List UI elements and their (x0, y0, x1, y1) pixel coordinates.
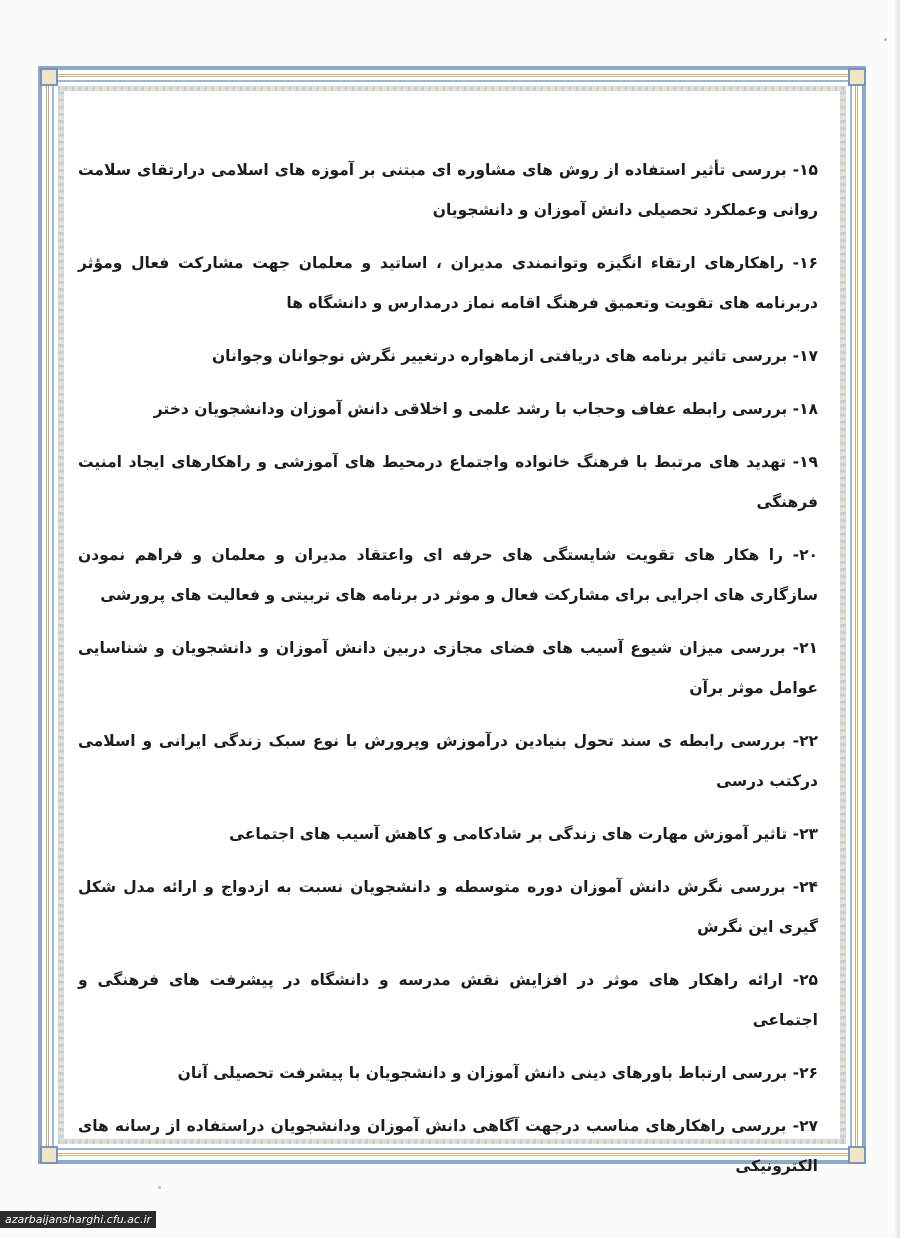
frame-corner-top-right (848, 68, 866, 86)
list-item (78, 1053, 818, 1093)
list-item (78, 243, 818, 323)
research-topics-list (78, 150, 818, 1199)
item-text: بررسی رابطه ی سند تحول بنیادین درآموزش وپرورش با نوع سبک زندگی ایرانی و اسلامی درکتب درسی (78, 732, 818, 790)
item-number: ۲۴ (799, 878, 818, 896)
item-number: ۱۵ (799, 161, 818, 179)
item-text: تاثیر آموزش مهارت های زندگی بر شادکامی و کاهش آسیب های اجتماعی (229, 825, 788, 843)
list-item (78, 336, 818, 376)
item-separator: - (792, 453, 800, 471)
scan-speck (884, 38, 887, 41)
item-number: ۲۶ (799, 1064, 818, 1082)
item-text: بررسی ارتباط باورهای دینی دانش آموزان و دانشجویان با پیشرفت تحصیلی آنان (177, 1064, 788, 1082)
item-number: ۱۸ (799, 400, 818, 418)
item-number: ۲۷ (799, 1117, 818, 1135)
list-item (78, 389, 818, 429)
item-number: ۱۷ (799, 347, 818, 365)
item-text: بررسی تأثیر استفاده از روش های مشاوره ای مبتنی بر آموزه های اسلامی درارتقای سلامت روانی وعملکرد تحصیلی دانش آموزان و دانشجویان (78, 161, 818, 219)
item-text: تهدید های مرتبط با فرهنگ خانواده واجتماع درمحیط های آموزشی و راهکارهای ایجاد امنیت فرهنگی (78, 453, 818, 511)
item-text: بررسی تاثیر برنامه های دریافتی ازماهواره درتغییر نگرش نوجوانان وجوانان (211, 347, 788, 365)
item-text: را هکار های تقویت شایستگی های حرفه ای واعتقاد مدیران و معلمان و فراهم نمودن سازگاری های اجرایی برای مشارکت فعال و موثر در برنامه های تربیتی و فعالیت های پرورشی (78, 546, 818, 604)
scan-speck (158, 1186, 161, 1189)
item-number: ۲۰ (799, 546, 818, 564)
item-text: بررسی رابطه عفاف وحجاب با رشد علمی و اخلاقی دانش آموزان ودانشجویان دختر (153, 400, 788, 418)
item-number: ۲۱ (799, 639, 818, 657)
frame-pattern-top (58, 86, 846, 91)
item-text: ارائه راهکار های موثر در افزایش نقش مدرسه و دانشگاه در پیشرفت های فرهنگی و اجتماعی (78, 971, 818, 1029)
item-separator: - (792, 639, 800, 657)
scan-edge-shadow (894, 0, 900, 1238)
item-separator: - (792, 825, 800, 843)
item-separator: - (792, 1064, 800, 1082)
website-link[interactable]: azarbaijansharghi.cfu.ac.ir (0, 1211, 156, 1228)
item-text: بررسی راهکارهای مناسب درجهت آگاهی دانش آموزان ودانشجویان دراستفاده از رسانه های الکترونیکی (78, 1117, 818, 1175)
item-number: ۲۲ (799, 732, 818, 750)
item-text: راهکارهای ارتقاء انگیزه وتوانمندی مدیران ، اساتید و معلمان جهت مشارکت فعال ومؤثر دربرنامه های تقویت وتعمیق فرهنگ اقامه نماز درمدارس و دانشگاه ها (78, 254, 818, 312)
item-separator: - (792, 1117, 800, 1135)
item-number: ۲۳ (799, 825, 818, 843)
list-item (78, 1106, 818, 1186)
frame-corner-top-left (40, 68, 58, 86)
list-item (78, 814, 818, 854)
list-item (78, 150, 818, 230)
list-item (78, 867, 818, 947)
item-separator: - (792, 971, 800, 989)
frame-pattern-left (58, 86, 64, 1144)
list-item (78, 628, 818, 708)
item-text: بررسی نگرش دانش آموزان دوره متوسطه و دانشجویان نسبت به ازدواج و ارائه مدل شکل گیری این نگرش (78, 878, 818, 936)
item-number: ۲۵ (799, 971, 818, 989)
item-number: ۱۶ (799, 254, 818, 272)
list-item (78, 535, 818, 615)
item-separator: - (792, 161, 800, 179)
item-text: بررسی میزان شیوع آسیب های فضای مجازی دربین دانش آموزان و دانشجویان و شناسایی عوامل موثر برآن (78, 639, 818, 697)
frame-pattern-right (840, 86, 846, 1144)
item-separator: - (792, 546, 800, 564)
list-item (78, 721, 818, 801)
list-item (78, 442, 818, 522)
item-separator: - (792, 878, 800, 896)
item-separator: - (792, 347, 800, 365)
frame-corner-bottom-left (40, 1146, 58, 1164)
item-separator: - (792, 400, 800, 418)
list-item (78, 960, 818, 1040)
item-separator: - (792, 254, 800, 272)
item-number: ۱۹ (799, 453, 818, 471)
frame-corner-bottom-right (848, 1146, 866, 1164)
item-separator: - (792, 732, 800, 750)
